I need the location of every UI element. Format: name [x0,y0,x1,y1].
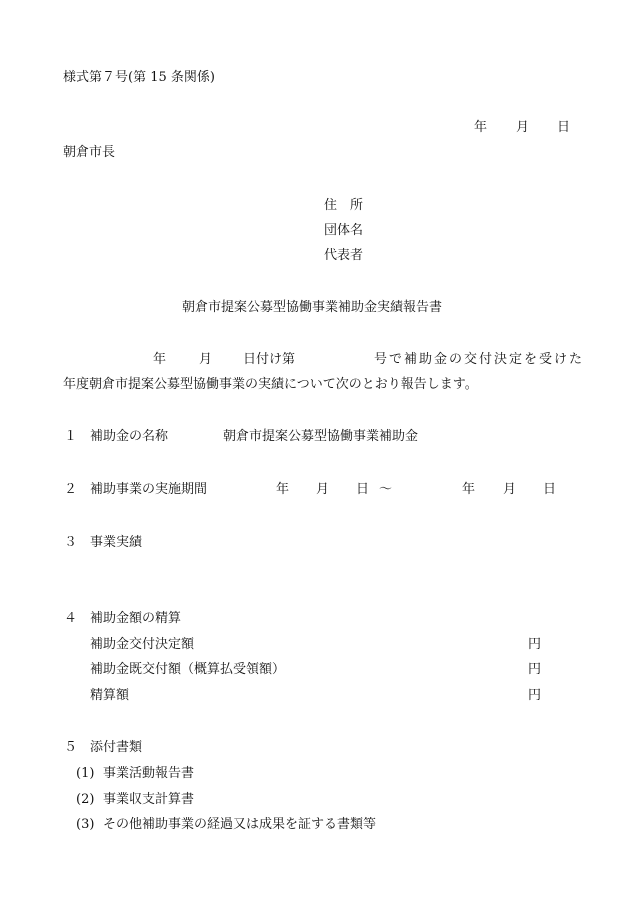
item-2-number: ２ [64,482,78,497]
attachment-text: 事業収支計算書 [103,792,195,807]
applicant-address-label: 住 所 [324,198,364,213]
body-date-no: 日付け第 [243,352,296,367]
attachment-number: (2) [76,792,95,807]
body-year: 年 [153,352,167,367]
settlement-row-label: 補助金交付決定額 [90,637,195,652]
body-line-2: 年度朝倉市提案公募型協働事業の実績について次のとおり報告します。 [63,377,478,392]
settlement-row-label: 補助金既交付額（概算払受領額） [90,662,286,677]
item-2-label: 補助事業の実施期間 [90,482,208,497]
item-1-label: 補助金の名称 [90,429,169,444]
body-month: 月 [199,352,213,367]
applicant-representative-label: 代表者 [324,248,364,263]
item-3-label: 事業実績 [90,535,143,550]
attachment-text: 事業活動報告書 [103,766,195,781]
item-4-label: 補助金額の精算 [90,611,182,626]
item-5-label: 添付書類 [90,740,143,755]
item-2-start-day: 日 [356,482,370,497]
applicant-organization-label: 団体名 [324,223,364,238]
date-day: 日 [557,120,571,135]
item-5-number: ５ [64,740,78,755]
attachment-number: (1) [76,766,95,781]
date-year: 年 [474,120,488,135]
item-2-start-year: 年 [276,482,290,497]
item-2-start-month: 月 [316,482,330,497]
item-4-number: ４ [64,611,78,626]
date-month: 月 [516,120,530,135]
item-2-tilde: ～ [379,482,393,497]
item-2-end-year: 年 [462,482,476,497]
settlement-row-unit: 円 [528,637,542,652]
settlement-row-label: 精算額 [90,688,130,703]
attachment-text: その他補助事業の経過又は成果を証する書類等 [103,817,377,832]
document-title: 朝倉市提案公募型協働事業補助金実績報告書 [182,300,443,315]
settlement-row-unit: 円 [528,688,542,703]
item-3-number: ３ [64,535,78,550]
item-2-end-day: 日 [543,482,557,497]
settlement-row-unit: 円 [528,662,542,677]
form-label: 様式第７号(第 15 条関係) [63,70,215,85]
body-continuation: 号で補助金の交付決定を受けた [374,352,585,367]
attachment-number: (3) [76,817,95,832]
addressee: 朝倉市長 [63,145,116,160]
item-2-end-month: 月 [503,482,517,497]
item-1-number: １ [64,429,78,444]
item-1-value: 朝倉市提案公募型協働事業補助金 [223,429,419,444]
